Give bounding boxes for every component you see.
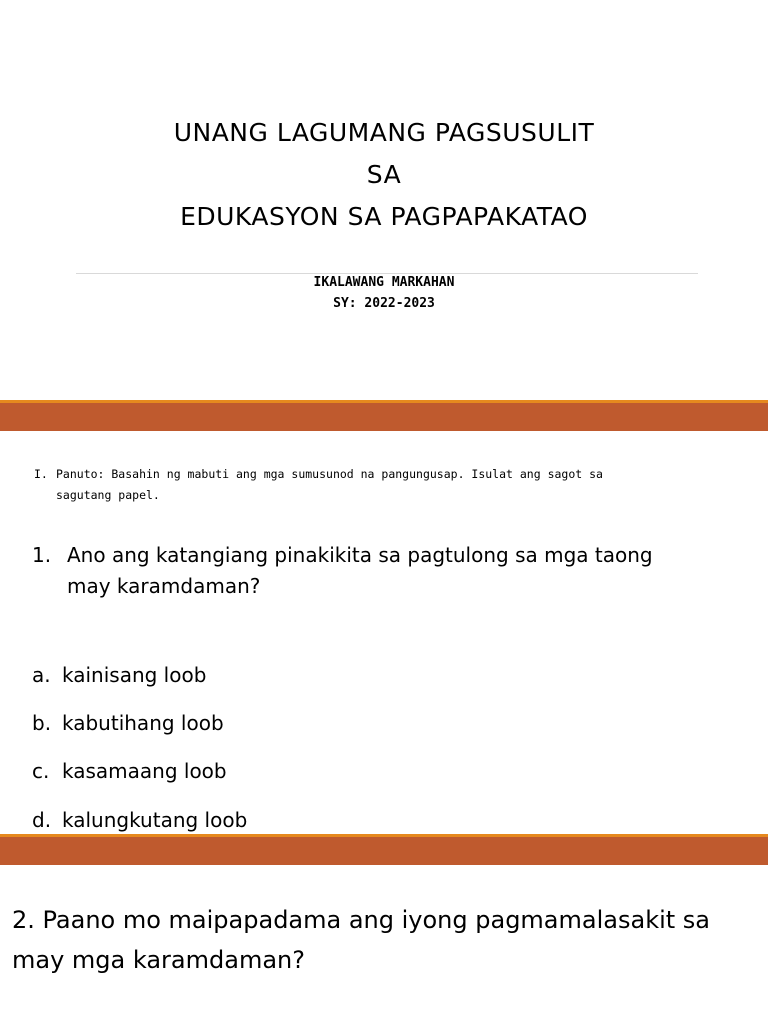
title-line-2: SA: [366, 160, 402, 189]
instructions: [34, 464, 654, 506]
page-title: [0, 112, 768, 238]
choice-a[interactable]: [32, 660, 206, 690]
school-year-label: SY: 2022-2023: [333, 296, 435, 311]
section-band-top: [0, 400, 768, 431]
quarter-label: IKALAWANG MARKAHAN: [313, 275, 455, 290]
choice-a-text: kainisang loob: [62, 663, 207, 687]
choice-a-letter: a.: [32, 663, 51, 687]
question-1-number: 1.: [32, 543, 52, 567]
choice-b-text: kabutihang loob: [62, 711, 224, 735]
choice-c-letter: c.: [32, 759, 50, 783]
choice-d-text: kalungkutang loob: [62, 808, 248, 832]
choice-d[interactable]: [32, 805, 247, 835]
choice-c-text: kasamaang loob: [62, 759, 227, 783]
title-line-3: EDUKASYON SA PAGPAPAKATAO: [180, 202, 588, 231]
question-1-text: Ano ang katangiang pinakikita sa pagtulong sa mga taong may karamdaman?: [67, 543, 653, 598]
instructions-number: I.: [34, 467, 48, 481]
question-1: [32, 540, 692, 602]
title-line-1: UNANG LAGUMANG PAGSUSULIT: [173, 118, 595, 147]
question-2-text: 2. Paano mo maipapadama ang iyong pagmamalasakit sa may mga karamdaman?: [12, 906, 711, 974]
subtitle: [0, 272, 768, 314]
choice-b-letter: b.: [32, 711, 52, 735]
choice-b[interactable]: [32, 708, 224, 738]
choice-c[interactable]: [32, 756, 227, 786]
section-band-bottom: [0, 834, 768, 865]
choice-d-letter: d.: [32, 808, 52, 832]
instructions-text: Panuto: Basahin ng mabuti ang mga sumusunod na pangungusap. Isulat ang sagot sa sagutang papel.: [56, 467, 603, 502]
